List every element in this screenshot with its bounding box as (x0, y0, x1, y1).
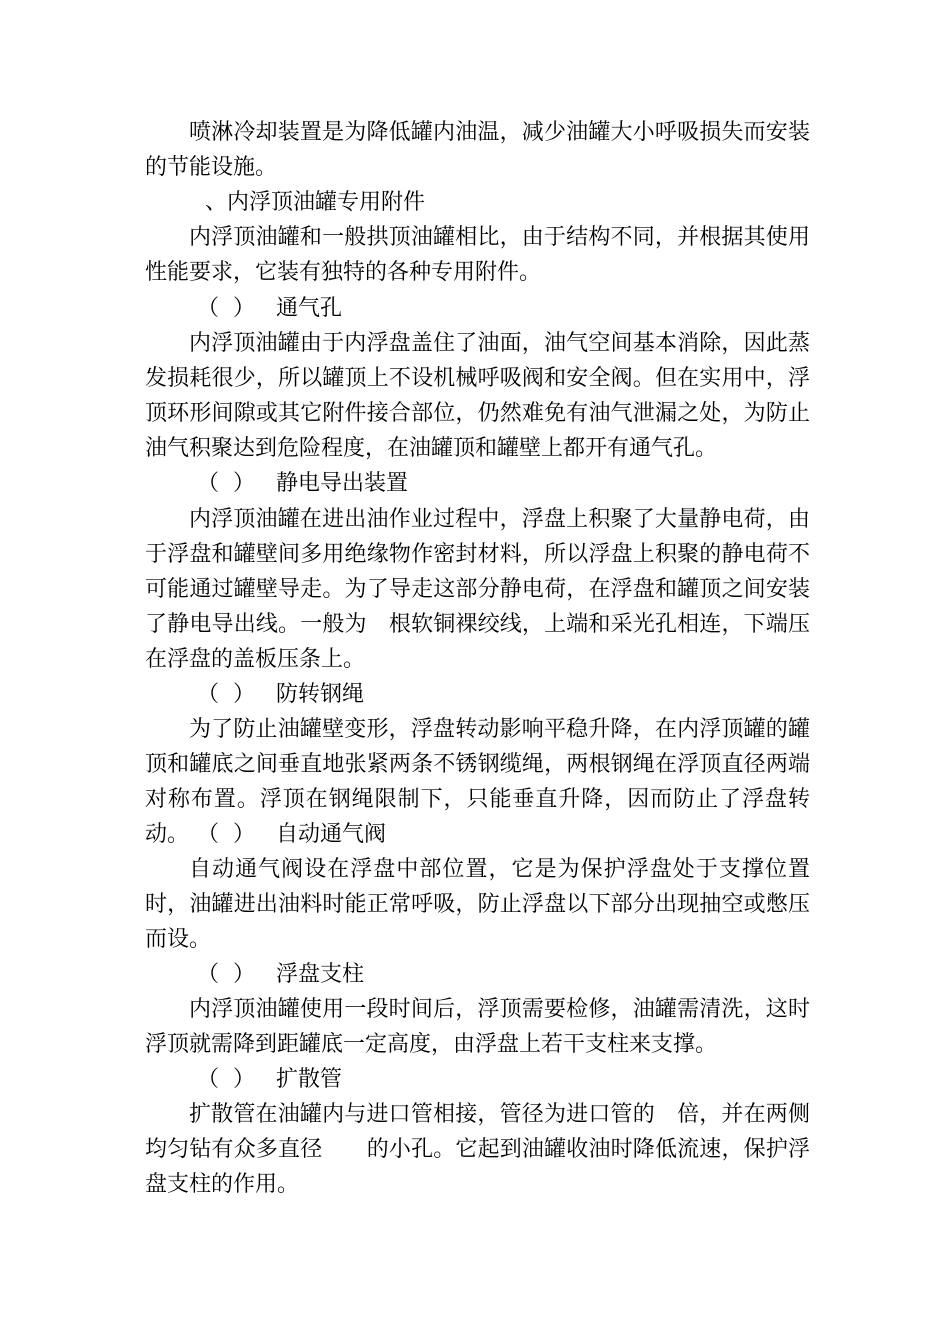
paragraph-accessories-intro: 内浮顶油罐和一般拱顶油罐相比，由于结构不同，并根据其使用性能要求，它装有独特的各种专用附件。 (145, 225, 810, 285)
paragraph-floating-deck-legs: 内浮顶油罐使用一段时间后，浮顶需要检修，油罐需清洗，这时浮顶就需降到距罐底一定高度，由浮盘上若干支柱来支撑。 (145, 997, 810, 1057)
subheading-static-discharge: （ ） 静电导出装置 (197, 471, 408, 496)
subheading-vent-hole: （ ） 通气孔 (197, 296, 342, 321)
paragraph-spray-cooling: 喷淋冷却装置是为降低罐内油温，减少油罐大小呼吸损失而安装的节能设施。 (145, 120, 810, 180)
subheading-diffuser-pipe: （ ） 扩散管 (197, 1067, 342, 1092)
paragraph-static-discharge: 内浮顶油罐在进出油作业过程中，浮盘上积聚了大量静电荷，由于浮盘和罐壁间多用绝缘物作密封材料，所以浮盘上积聚的静电荷不可能通过罐壁导走。为了导走这部分静电荷，在浮盘和罐顶之间安装了静电导出线。一般为 根软铜裸绞线，上端和采光孔相连，下端压在浮盘的盖板压条上。 (145, 507, 810, 672)
subheading-anti-rotation-cable: （ ） 防转钢绳 (197, 682, 364, 707)
paragraph-diffuser-pipe: 扩散管在油罐内与进口管相接，管径为进口管的 倍，并在两侧均匀钻有众多直径 的小孔。它起到油罐收油时降低流速，保护浮盘支柱的作用。 (145, 1102, 810, 1197)
paragraph-anti-rotation-cable: 为了防止油罐壁变形，浮盘转动影响平稳升降，在内浮顶罐的罐顶和罐底之间垂直地张紧两条不锈钢缆绳，两根钢绳在浮顶直径两端对称布置。浮顶在钢绳限制下，只能垂直升降，因而防止了浮盘转动。 (145, 717, 810, 847)
paragraph-vent-hole: 内浮顶油罐由于内浮盘盖住了油面，油气空间基本消除，因此蒸发损耗很少，所以罐顶上不设机械呼吸阀和安全阀。但在实用中，浮顶环形间隙或其它附件接合部位，仍然难免有油气泄漏之处，为防止油气积聚达到危险程度，在油罐顶和罐壁上都开有通气孔。 (145, 331, 810, 461)
subheading-automatic-vent-valve: （ ） 自动通气阀 (197, 822, 386, 847)
paragraph-automatic-vent-valve: 自动通气阀设在浮盘中部位置，它是为保护浮盘处于支撑位置时，油罐进出油料时能正常呼吸，防止浮盘以下部分出现抽空或憋压而设。 (145, 857, 810, 952)
subheading-floating-deck-legs: （ ） 浮盘支柱 (197, 962, 364, 987)
section-heading-inner-floating-roof-accessories: 、内浮顶油罐专用附件 (205, 190, 426, 215)
